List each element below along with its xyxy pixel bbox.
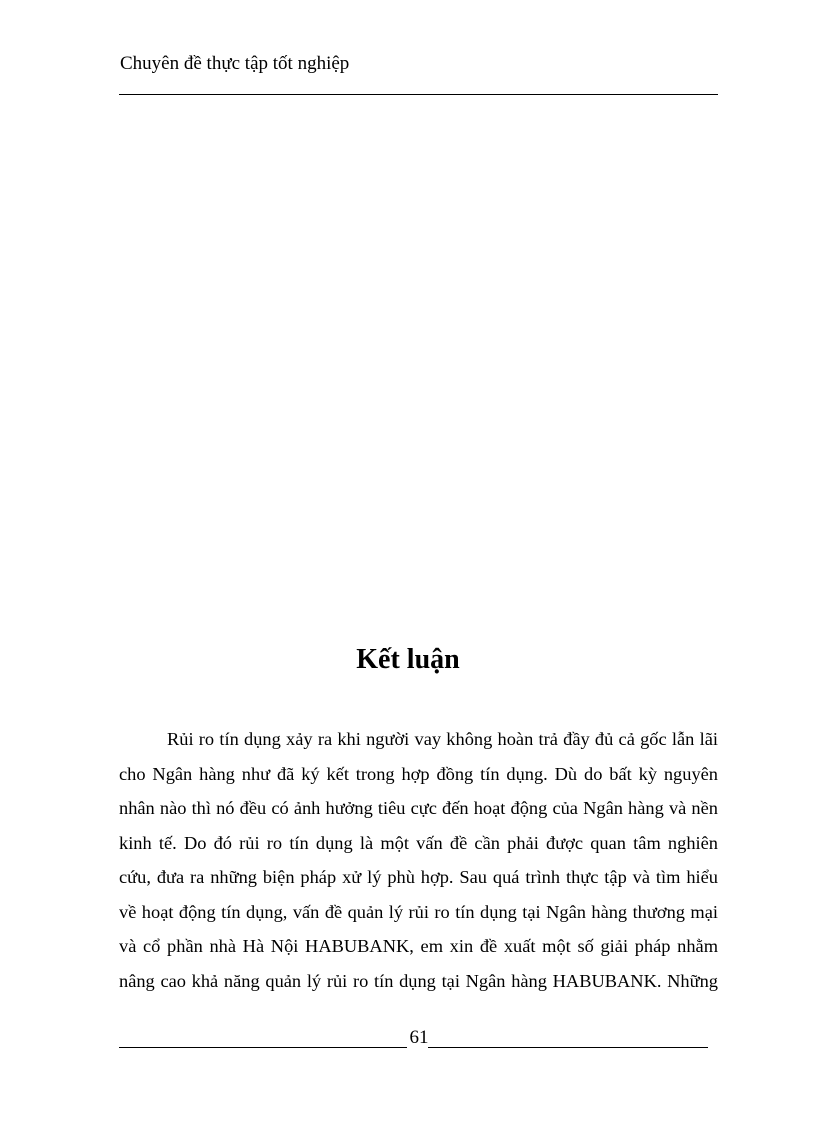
page-number: 61 xyxy=(409,1027,429,1048)
footer-divider-right xyxy=(428,1047,708,1048)
paragraph-line: Rủi ro tín dụng xảy ra khi người vay không hoàn trả đầy đủ cả gốc lẫn lãi xyxy=(167,729,718,749)
header-divider xyxy=(119,94,718,95)
paragraph-line: về hoạt động tín dụng, vấn đề quản lý rủi ro tín dụng tại Ngân hàng thương mại xyxy=(119,901,718,922)
section-title: Kết luận xyxy=(356,644,460,675)
paragraph-line: nhân nào thì nó đều có ảnh hưởng tiêu cực đến hoạt động của Ngân hàng và nền xyxy=(119,798,718,818)
paragraph-line: và cổ phần nhà Hà Nội HABUBANK, em xin đề xuất một số giải pháp nhằm xyxy=(119,936,718,956)
conclusion-paragraph xyxy=(119,722,718,998)
paragraph-line: cứu, đưa ra những biện pháp xử lý phù hợp. Sau quá trình thực tập và tìm hiểu xyxy=(119,867,718,887)
paragraph-line: kinh tế. Do đó rủi ro tín dụng là một vấn đề cần phải được quan tâm nghiên xyxy=(119,832,718,853)
paragraph-line: cho Ngân hàng như đã ký kết trong hợp đồng tín dụng. Dù do bất kỳ nguyên xyxy=(119,763,718,784)
running-header: Chuyên đề thực tập tốt nghiệp xyxy=(120,53,350,74)
paragraph-line: nâng cao khả năng quản lý rủi ro tín dụng tại Ngân hàng HABUBANK. Những xyxy=(119,970,718,991)
footer-divider-left xyxy=(119,1047,407,1048)
